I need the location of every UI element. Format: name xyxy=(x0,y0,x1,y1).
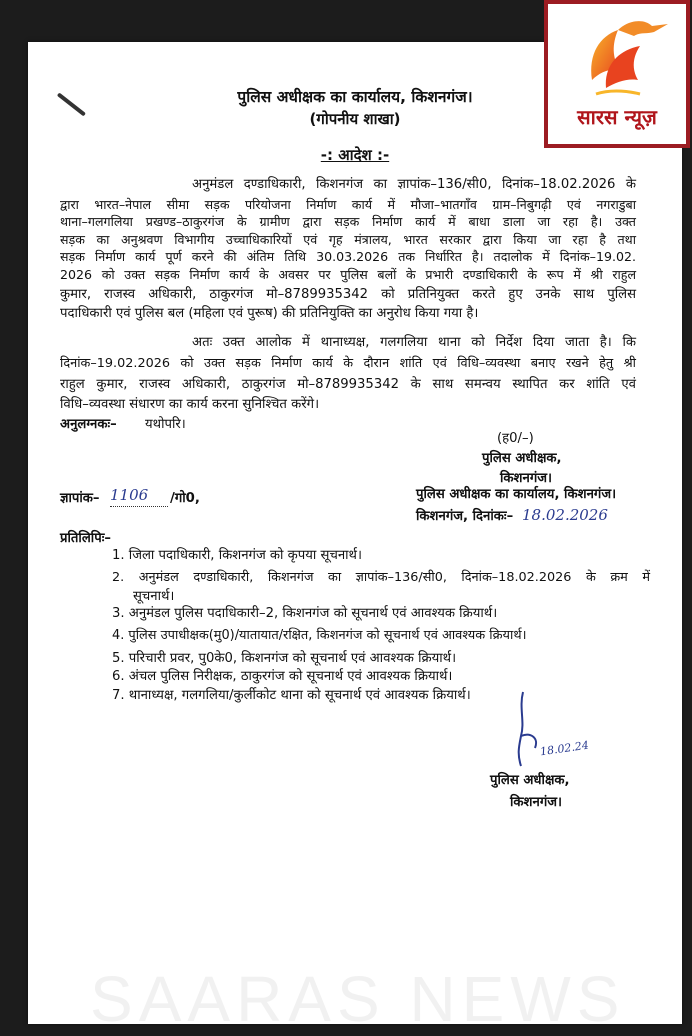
copy-item: 5. परिचारी प्रवर, पु0के0, किशनगंज को सूचनार्थ एवं आवश्यक क्रियार्थ। xyxy=(112,651,457,666)
copy-item: 1. जिला पदाधिकारी, किशनगंज को कृपया सूचनार्थ। xyxy=(112,548,362,563)
para1-line: थाना–गलगलिया प्रखण्ड–ठाकुरगंज के ग्रामीण द्वारा सड़क निर्माण कार्य में बाधा डाला जा रहा है। उक्त xyxy=(60,214,636,229)
copy-item: 2. अनुमंडल दण्डाधिकारी, किशनगंज का ज्ञापांक–136/सी0, दिनांक–18.02.2026 के क्रम में xyxy=(112,570,650,585)
memo-number-field: 1106 xyxy=(110,486,168,507)
para1-line: द्वारा भारत–नेपाल सीमा सड़क परियोजना निर्माण कार्य में मौजा–भातगाँव ग्राम–निबुगढ़ी एवं नगराडुबा xyxy=(60,197,636,212)
signatory-title: पुलिस अधीक्षक, xyxy=(482,451,562,466)
signature-date: 18.02.24 xyxy=(539,738,590,759)
para2-line: अतः उक्त आलोक में थानाध्यक्ष, गलगलिया थाना को निर्देश दिया जाता है। कि xyxy=(192,335,636,350)
memo-date-label: किशनगंज, दिनांकः– xyxy=(416,509,514,524)
memo-office: पुलिस अधीक्षक का कार्यालय, किशनगंज। xyxy=(416,487,617,502)
para2-line: राहुल कुमार, राजस्व अधिकारी, ठाकुरगंज मो–8789935342 के साथ समन्वय स्थापित कर शांति एवं xyxy=(60,377,636,392)
handwritten-signature xyxy=(505,688,575,778)
para1-line: कुमार, राजस्व अधिकारी, ठाकुरगंज मो–8789935342 को प्रतिनियुक्त करते हुए उनके साथ पुलिस xyxy=(60,287,636,302)
copy-item: 6. अंचल पुलिस निरीक्षक, ठाकुरगंज को सूचनार्थ एवं आवश्यक क्रियार्थ। xyxy=(112,669,453,684)
para1-line: सड़क का अनुश्रवण विभागीय उच्चाधिकारियों एवं गृह मंत्रालय, भारत सरकार द्वारा किया जा रहा है तथा xyxy=(60,232,636,247)
copy-item-continued: सूचनार्थ। xyxy=(112,589,175,604)
para1-line: सड़क निर्माण कार्य पूर्ण करने की अंतिम तिथि 30.03.2026 तक निर्धारित है। तदालोक में दिनांक–19.02. xyxy=(60,249,636,264)
copy-item: 7. थानाध्यक्ष, गलगलिया/कुर्लीकोट थाना को सूचनार्थ एवं आवश्यक क्रियार्थ। xyxy=(112,688,471,703)
para1-line: 2026 को उक्त सड़क निर्माण कार्य के अवसर पर पुलिस बलों के प्रभारी दण्डाधिकारी के रूप में श्री राहुल xyxy=(60,267,636,282)
final-signatory-title: पुलिस अधीक्षक, xyxy=(490,773,570,788)
enclosure-label: अनुलग्नकः– xyxy=(60,417,117,432)
enclosure-value: यथोपरि। xyxy=(145,417,186,432)
office-heading: पुलिस अधीक्षक का कार्यालय, किशनगंज। xyxy=(237,88,473,106)
branch-heading: (गोपनीय शाखा) xyxy=(309,110,401,128)
copy-to-label: प्रतिलिपिः– xyxy=(60,531,111,546)
order-title: -: आदेश :- xyxy=(320,146,390,164)
copy-item: 4. पुलिस उपाधीक्षक(मु0)/यातायात/रक्षित, किशनगंज को सूचनार्थ एवं आवश्यक क्रियार्थ। xyxy=(112,628,527,643)
logo-text: सारस न्यूज़ xyxy=(577,105,657,129)
signatory-place: किशनगंज। xyxy=(500,471,553,486)
para2-line: विधि–व्यवस्था संधारण का कार्य करना सुनिश्चित करेंगे। xyxy=(60,397,320,412)
memo-date: 18.02.2026 xyxy=(522,506,608,524)
final-signatory-place: किशनगंज। xyxy=(510,795,563,810)
para2-line: दिनांक–19.02.2026 को उक्त सड़क निर्माण कार्य के दौरान शांति एवं विधि–व्यवस्था बनाए रखने हेतु श्री xyxy=(60,356,636,371)
memo-suffix: /गो0, xyxy=(170,491,200,506)
memo-prefix: ज्ञापांक– xyxy=(60,491,100,506)
para1-line: अनुमंडल दण्डाधिकारी, किशनगंज का ज्ञापांक–136/सी0, दिनांक–18.02.2026 के xyxy=(192,177,636,192)
copy-item: 3. अनुमंडल पुलिस पदाधिकारी–2, किशनगंज को सूचनार्थ एवं आवश्यक क्रियार्थ। xyxy=(112,606,498,621)
watermark: SAARAS NEWS xyxy=(90,963,626,1035)
para1-line: पदाधिकारी एवं पुलिस बल (महिला एवं पुरूष) की प्रतिनियुक्ति का अनुरोध किया गया है। xyxy=(60,306,479,321)
signature-mark: (ह0/–) xyxy=(497,431,534,446)
